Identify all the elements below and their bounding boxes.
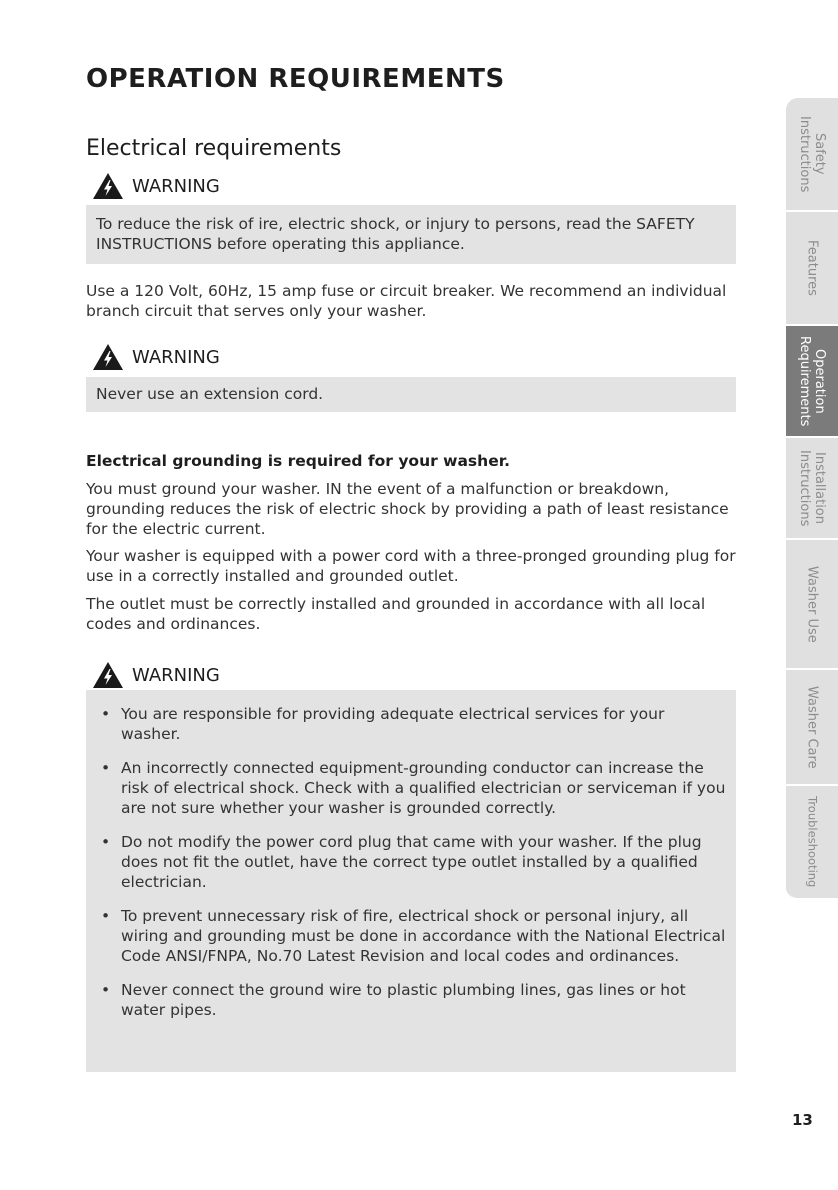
list-item-text: You are responsible for providing adequate electrical services for your washer. [121, 705, 665, 743]
tab-label: Operation Requirements [797, 335, 827, 427]
list-item-text: An incorrectly connected equipment-grounding conductor can increase the risk of electrical shock. Check with a qualified electrician or serviceman if you are not sure whether your washer is grounded correctly. [121, 759, 726, 817]
list-item: • Do not modify the power cord plug that came with your washer. If the plug does not fit the outlet, have the correct type outlet installed by a qualified electrician. [101, 833, 702, 891]
section-title: Electrical requirements [86, 136, 342, 161]
warning-heading [92, 343, 220, 371]
tab-features[interactable] [786, 212, 838, 326]
tab-label: Installation Instructions [797, 449, 827, 527]
warning-triangle-icon [92, 661, 124, 689]
tab-troubleshooting[interactable] [786, 786, 838, 900]
warning-bullet-list [86, 690, 736, 1020]
tab-installation-instructions[interactable] [786, 438, 838, 540]
tab-label: Features [804, 240, 820, 296]
list-item: • Never connect the ground wire to plastic plumbing lines, gas lines or hot water pipes. [101, 981, 686, 1019]
power-paragraph: Use a 120 Volt, 60Hz, 15 amp fuse or circuit breaker. We recommend an individual branch circuit that serves only your washer. [86, 282, 727, 320]
warning-label: WARNING [132, 346, 220, 368]
warning-label: WARNING [132, 664, 220, 686]
tab-label: Troubleshooting [805, 796, 820, 888]
list-item-text: Do not modify the power cord plug that came with your washer. If the plug does not fit the outlet, have the correct type outlet installed by a qualified electrician. [121, 833, 702, 891]
list-item: • An incorrectly connected equipment-grounding conductor can increase the risk of electrical shock. Check with a qualified electrician or serviceman if you are not sure whether your washer is grounded correctly. [101, 759, 726, 817]
grounding-paragraph: Your washer is equipped with a power cord with a three-pronged grounding plug for use in a correctly installed and grounded outlet. [86, 547, 736, 585]
list-item: • To prevent unnecessary risk of fire, electrical shock or personal injury, all wiring and grounding must be done in accordance with the National Electrical Code ANSI/FNPA, No.70 Latest Revision and local codes and ordinances. [101, 907, 726, 965]
grounding-paragraph: You must ground your washer. IN the event of a malfunction or breakdown, grounding reduces the risk of electric shock by providing a path of least resistance for the electric current. [86, 480, 729, 538]
warning-text: To reduce the risk of ire, electric shock, or injury to persons, read the SAFETY INSTRUCTIONS before operating this appliance. [96, 215, 695, 253]
list-item-text: Never connect the ground wire to plastic plumbing lines, gas lines or hot water pipes. [121, 981, 686, 1019]
warning-box [86, 377, 736, 412]
list-item: • You are responsible for providing adequate electrical services for your washer. [101, 705, 665, 743]
page-number: 13 [792, 1111, 813, 1129]
list-item-text: To prevent unnecessary risk of fire, electrical shock or personal injury, all wiring and grounding must be done in accordance with the National Electrical Code ANSI/FNPA, No.70 Latest Revision and local codes and ordinances. [121, 907, 726, 965]
warning-heading [92, 661, 220, 689]
tab-washer-use[interactable] [786, 540, 838, 670]
warning-heading [92, 172, 220, 200]
tab-washer-care[interactable] [786, 670, 838, 786]
tab-label: Safety Instructions [797, 115, 827, 193]
page-title: OPERATION REQUIREMENTS [86, 64, 505, 94]
warning-label: WARNING [132, 175, 220, 197]
warning-box [86, 205, 736, 264]
tab-label: Washer Use [804, 565, 820, 643]
tab-label: Washer Care [804, 685, 820, 769]
tab-operation-requirements[interactable] [786, 326, 838, 438]
grounding-heading: Electrical grounding is required for your washer. [86, 452, 511, 470]
warning-triangle-icon [92, 343, 124, 371]
warning-text: Never use an extension cord. [96, 385, 324, 403]
tab-safety-instructions[interactable] [786, 98, 838, 212]
warning-box [86, 690, 736, 1072]
grounding-paragraph: The outlet must be correctly installed and grounded in accordance with all local codes and ordinances. [86, 595, 706, 633]
warning-triangle-icon [92, 172, 124, 200]
